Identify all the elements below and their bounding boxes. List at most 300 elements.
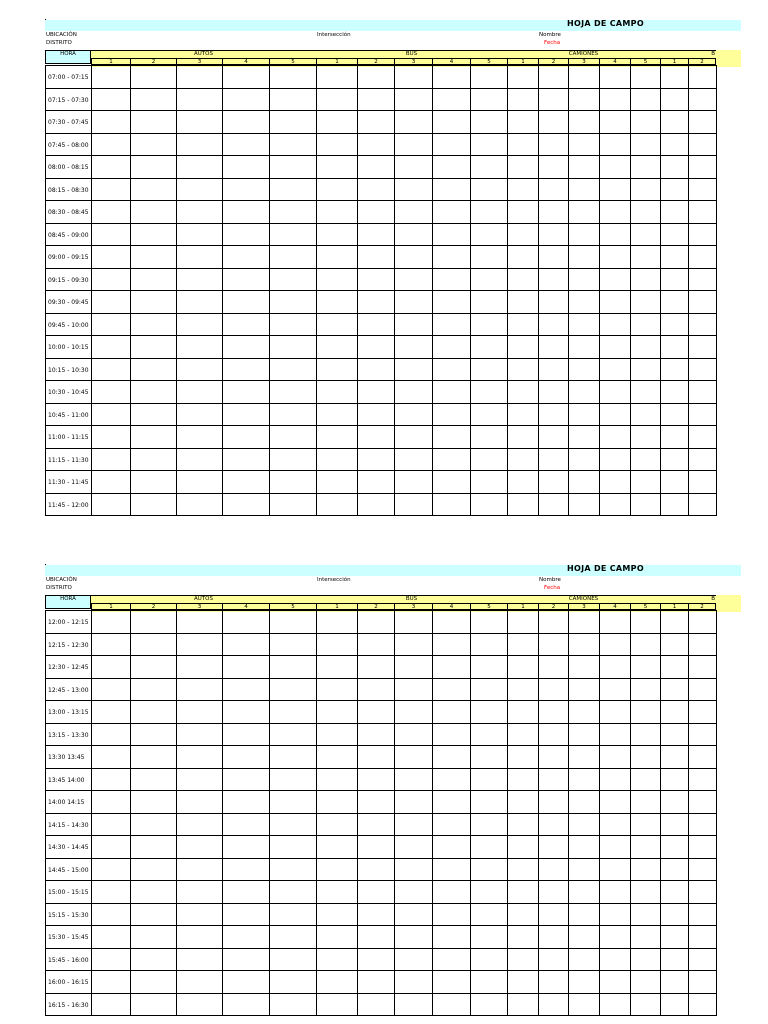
count-cell[interactable]	[600, 881, 631, 904]
count-cell[interactable]	[508, 723, 539, 746]
count-cell[interactable]	[471, 336, 508, 359]
count-cell[interactable]	[358, 746, 395, 769]
count-cell[interactable]	[358, 813, 395, 836]
count-cell[interactable]	[177, 493, 223, 516]
count-cell[interactable]	[631, 678, 661, 701]
count-cell[interactable]	[433, 993, 471, 1016]
count-cell[interactable]	[223, 358, 270, 381]
count-cell[interactable]	[177, 178, 223, 201]
count-cell[interactable]	[358, 926, 395, 949]
count-cell[interactable]	[317, 746, 358, 769]
count-cell[interactable]	[631, 178, 661, 201]
count-cell[interactable]	[317, 791, 358, 814]
count-cell[interactable]	[661, 403, 689, 426]
count-cell[interactable]	[569, 448, 600, 471]
count-cell[interactable]	[270, 111, 317, 134]
count-cell[interactable]	[433, 858, 471, 881]
count-cell[interactable]	[433, 358, 471, 381]
count-cell[interactable]	[92, 903, 131, 926]
count-cell[interactable]	[358, 336, 395, 359]
count-cell[interactable]	[131, 611, 177, 634]
count-cell[interactable]	[539, 133, 569, 156]
count-cell[interactable]	[395, 358, 433, 381]
count-cell[interactable]	[177, 313, 223, 336]
count-cell[interactable]	[131, 836, 177, 859]
count-cell[interactable]	[317, 178, 358, 201]
count-cell[interactable]	[631, 223, 661, 246]
count-cell[interactable]	[270, 268, 317, 291]
count-cell[interactable]	[569, 66, 600, 89]
count-cell[interactable]	[689, 858, 717, 881]
count-cell[interactable]	[569, 971, 600, 994]
count-cell[interactable]	[600, 358, 631, 381]
count-cell[interactable]	[689, 313, 717, 336]
count-cell[interactable]	[395, 336, 433, 359]
count-cell[interactable]	[471, 358, 508, 381]
count-cell[interactable]	[508, 813, 539, 836]
count-cell[interactable]	[317, 493, 358, 516]
count-cell[interactable]	[223, 471, 270, 494]
count-cell[interactable]	[395, 656, 433, 679]
count-cell[interactable]	[270, 971, 317, 994]
count-cell[interactable]	[600, 746, 631, 769]
count-cell[interactable]	[358, 493, 395, 516]
count-cell[interactable]	[539, 448, 569, 471]
count-cell[interactable]	[539, 471, 569, 494]
count-cell[interactable]	[433, 723, 471, 746]
count-cell[interactable]	[92, 178, 131, 201]
count-cell[interactable]	[471, 768, 508, 791]
count-cell[interactable]	[433, 948, 471, 971]
count-cell[interactable]	[471, 493, 508, 516]
count-cell[interactable]	[539, 633, 569, 656]
count-cell[interactable]	[270, 313, 317, 336]
count-cell[interactable]	[433, 746, 471, 769]
count-cell[interactable]	[177, 746, 223, 769]
count-cell[interactable]	[539, 701, 569, 724]
count-cell[interactable]	[177, 66, 223, 89]
count-cell[interactable]	[661, 426, 689, 449]
count-cell[interactable]	[270, 156, 317, 179]
count-cell[interactable]	[631, 426, 661, 449]
count-cell[interactable]	[317, 948, 358, 971]
count-cell[interactable]	[631, 858, 661, 881]
count-cell[interactable]	[131, 701, 177, 724]
count-cell[interactable]	[569, 701, 600, 724]
count-cell[interactable]	[539, 336, 569, 359]
count-cell[interactable]	[689, 381, 717, 404]
count-cell[interactable]	[358, 201, 395, 224]
count-cell[interactable]	[395, 133, 433, 156]
count-cell[interactable]	[471, 88, 508, 111]
count-cell[interactable]	[358, 313, 395, 336]
count-cell[interactable]	[631, 201, 661, 224]
count-cell[interactable]	[223, 493, 270, 516]
count-cell[interactable]	[92, 813, 131, 836]
count-cell[interactable]	[131, 178, 177, 201]
count-cell[interactable]	[539, 656, 569, 679]
count-cell[interactable]	[395, 903, 433, 926]
count-cell[interactable]	[317, 88, 358, 111]
count-cell[interactable]	[433, 678, 471, 701]
count-cell[interactable]	[92, 633, 131, 656]
count-cell[interactable]	[270, 791, 317, 814]
count-cell[interactable]	[433, 133, 471, 156]
count-cell[interactable]	[471, 791, 508, 814]
count-cell[interactable]	[317, 201, 358, 224]
count-cell[interactable]	[223, 926, 270, 949]
count-cell[interactable]	[395, 881, 433, 904]
count-cell[interactable]	[317, 471, 358, 494]
count-cell[interactable]	[689, 156, 717, 179]
count-cell[interactable]	[270, 358, 317, 381]
count-cell[interactable]	[569, 471, 600, 494]
count-cell[interactable]	[539, 156, 569, 179]
count-cell[interactable]	[631, 336, 661, 359]
count-cell[interactable]	[177, 678, 223, 701]
count-cell[interactable]	[270, 403, 317, 426]
count-cell[interactable]	[689, 336, 717, 359]
count-cell[interactable]	[270, 903, 317, 926]
count-cell[interactable]	[471, 381, 508, 404]
count-cell[interactable]	[223, 268, 270, 291]
count-cell[interactable]	[433, 791, 471, 814]
count-cell[interactable]	[131, 448, 177, 471]
count-cell[interactable]	[270, 768, 317, 791]
count-cell[interactable]	[317, 133, 358, 156]
count-cell[interactable]	[223, 656, 270, 679]
count-cell[interactable]	[508, 291, 539, 314]
count-cell[interactable]	[177, 201, 223, 224]
count-cell[interactable]	[631, 268, 661, 291]
count-cell[interactable]	[661, 656, 689, 679]
count-cell[interactable]	[600, 971, 631, 994]
count-cell[interactable]	[223, 223, 270, 246]
count-cell[interactable]	[569, 633, 600, 656]
count-cell[interactable]	[471, 313, 508, 336]
count-cell[interactable]	[661, 493, 689, 516]
count-cell[interactable]	[317, 611, 358, 634]
count-cell[interactable]	[358, 156, 395, 179]
count-cell[interactable]	[270, 746, 317, 769]
count-cell[interactable]	[471, 656, 508, 679]
count-cell[interactable]	[177, 88, 223, 111]
count-cell[interactable]	[569, 768, 600, 791]
count-cell[interactable]	[508, 948, 539, 971]
count-cell[interactable]	[131, 948, 177, 971]
count-cell[interactable]	[539, 223, 569, 246]
count-cell[interactable]	[92, 611, 131, 634]
count-cell[interactable]	[433, 881, 471, 904]
count-cell[interactable]	[569, 903, 600, 926]
count-cell[interactable]	[471, 813, 508, 836]
count-cell[interactable]	[92, 336, 131, 359]
count-cell[interactable]	[539, 493, 569, 516]
count-cell[interactable]	[395, 993, 433, 1016]
count-cell[interactable]	[131, 156, 177, 179]
count-cell[interactable]	[689, 178, 717, 201]
count-cell[interactable]	[600, 633, 631, 656]
count-cell[interactable]	[539, 813, 569, 836]
count-cell[interactable]	[92, 791, 131, 814]
count-cell[interactable]	[433, 926, 471, 949]
count-cell[interactable]	[569, 723, 600, 746]
count-cell[interactable]	[433, 813, 471, 836]
count-cell[interactable]	[270, 223, 317, 246]
count-cell[interactable]	[569, 201, 600, 224]
count-cell[interactable]	[689, 471, 717, 494]
count-cell[interactable]	[631, 448, 661, 471]
count-cell[interactable]	[92, 111, 131, 134]
count-cell[interactable]	[471, 178, 508, 201]
count-cell[interactable]	[177, 903, 223, 926]
count-cell[interactable]	[395, 493, 433, 516]
count-cell[interactable]	[569, 268, 600, 291]
count-cell[interactable]	[131, 971, 177, 994]
count-cell[interactable]	[395, 678, 433, 701]
count-cell[interactable]	[631, 948, 661, 971]
count-cell[interactable]	[92, 881, 131, 904]
count-cell[interactable]	[92, 471, 131, 494]
count-cell[interactable]	[600, 178, 631, 201]
count-cell[interactable]	[433, 178, 471, 201]
count-cell[interactable]	[539, 993, 569, 1016]
count-cell[interactable]	[270, 948, 317, 971]
count-cell[interactable]	[539, 746, 569, 769]
count-cell[interactable]	[317, 223, 358, 246]
count-cell[interactable]	[433, 201, 471, 224]
count-cell[interactable]	[270, 178, 317, 201]
count-cell[interactable]	[433, 493, 471, 516]
count-cell[interactable]	[569, 948, 600, 971]
count-cell[interactable]	[317, 336, 358, 359]
count-cell[interactable]	[433, 426, 471, 449]
count-cell[interactable]	[223, 993, 270, 1016]
count-cell[interactable]	[177, 426, 223, 449]
count-cell[interactable]	[471, 723, 508, 746]
count-cell[interactable]	[131, 881, 177, 904]
count-cell[interactable]	[433, 633, 471, 656]
count-cell[interactable]	[661, 313, 689, 336]
count-cell[interactable]	[433, 268, 471, 291]
count-cell[interactable]	[270, 88, 317, 111]
count-cell[interactable]	[270, 471, 317, 494]
count-cell[interactable]	[358, 633, 395, 656]
count-cell[interactable]	[539, 268, 569, 291]
count-cell[interactable]	[471, 403, 508, 426]
count-cell[interactable]	[270, 246, 317, 269]
count-cell[interactable]	[92, 768, 131, 791]
count-cell[interactable]	[223, 858, 270, 881]
count-cell[interactable]	[92, 656, 131, 679]
count-cell[interactable]	[600, 948, 631, 971]
count-cell[interactable]	[92, 746, 131, 769]
count-cell[interactable]	[508, 358, 539, 381]
count-cell[interactable]	[569, 881, 600, 904]
count-cell[interactable]	[177, 791, 223, 814]
count-cell[interactable]	[569, 291, 600, 314]
count-cell[interactable]	[631, 993, 661, 1016]
count-cell[interactable]	[569, 403, 600, 426]
count-cell[interactable]	[600, 111, 631, 134]
count-cell[interactable]	[661, 746, 689, 769]
count-cell[interactable]	[270, 701, 317, 724]
count-cell[interactable]	[223, 903, 270, 926]
count-cell[interactable]	[689, 358, 717, 381]
count-cell[interactable]	[600, 268, 631, 291]
count-cell[interactable]	[689, 403, 717, 426]
count-cell[interactable]	[471, 133, 508, 156]
count-cell[interactable]	[177, 723, 223, 746]
count-cell[interactable]	[600, 426, 631, 449]
count-cell[interactable]	[508, 178, 539, 201]
count-cell[interactable]	[689, 246, 717, 269]
count-cell[interactable]	[177, 858, 223, 881]
count-cell[interactable]	[223, 336, 270, 359]
count-cell[interactable]	[177, 881, 223, 904]
count-cell[interactable]	[358, 381, 395, 404]
count-cell[interactable]	[508, 656, 539, 679]
count-cell[interactable]	[131, 723, 177, 746]
count-cell[interactable]	[471, 633, 508, 656]
count-cell[interactable]	[433, 246, 471, 269]
count-cell[interactable]	[395, 926, 433, 949]
count-cell[interactable]	[223, 111, 270, 134]
count-cell[interactable]	[631, 358, 661, 381]
count-cell[interactable]	[177, 448, 223, 471]
count-cell[interactable]	[631, 881, 661, 904]
count-cell[interactable]	[631, 88, 661, 111]
count-cell[interactable]	[508, 791, 539, 814]
count-cell[interactable]	[689, 723, 717, 746]
count-cell[interactable]	[539, 291, 569, 314]
count-cell[interactable]	[661, 633, 689, 656]
count-cell[interactable]	[539, 88, 569, 111]
count-cell[interactable]	[471, 448, 508, 471]
count-cell[interactable]	[317, 403, 358, 426]
count-cell[interactable]	[661, 881, 689, 904]
count-cell[interactable]	[689, 971, 717, 994]
count-cell[interactable]	[131, 403, 177, 426]
count-cell[interactable]	[569, 656, 600, 679]
count-cell[interactable]	[270, 633, 317, 656]
count-cell[interactable]	[471, 426, 508, 449]
count-cell[interactable]	[631, 903, 661, 926]
count-cell[interactable]	[631, 313, 661, 336]
count-cell[interactable]	[600, 201, 631, 224]
count-cell[interactable]	[92, 993, 131, 1016]
count-cell[interactable]	[508, 403, 539, 426]
count-cell[interactable]	[539, 881, 569, 904]
count-cell[interactable]	[317, 111, 358, 134]
count-cell[interactable]	[131, 246, 177, 269]
count-cell[interactable]	[92, 403, 131, 426]
count-cell[interactable]	[471, 471, 508, 494]
count-cell[interactable]	[177, 336, 223, 359]
count-cell[interactable]	[661, 291, 689, 314]
count-cell[interactable]	[600, 656, 631, 679]
count-cell[interactable]	[508, 426, 539, 449]
count-cell[interactable]	[223, 133, 270, 156]
count-cell[interactable]	[433, 223, 471, 246]
count-cell[interactable]	[539, 836, 569, 859]
count-cell[interactable]	[358, 66, 395, 89]
count-cell[interactable]	[317, 358, 358, 381]
count-cell[interactable]	[92, 926, 131, 949]
count-cell[interactable]	[508, 66, 539, 89]
count-cell[interactable]	[317, 723, 358, 746]
count-cell[interactable]	[689, 133, 717, 156]
count-cell[interactable]	[569, 426, 600, 449]
count-cell[interactable]	[539, 723, 569, 746]
count-cell[interactable]	[433, 903, 471, 926]
count-cell[interactable]	[395, 178, 433, 201]
count-cell[interactable]	[395, 813, 433, 836]
count-cell[interactable]	[508, 611, 539, 634]
count-cell[interactable]	[661, 66, 689, 89]
count-cell[interactable]	[600, 493, 631, 516]
count-cell[interactable]	[471, 156, 508, 179]
count-cell[interactable]	[689, 948, 717, 971]
count-cell[interactable]	[600, 768, 631, 791]
count-cell[interactable]	[471, 223, 508, 246]
count-cell[interactable]	[395, 633, 433, 656]
count-cell[interactable]	[395, 971, 433, 994]
count-cell[interactable]	[358, 791, 395, 814]
count-cell[interactable]	[689, 426, 717, 449]
count-cell[interactable]	[471, 111, 508, 134]
count-cell[interactable]	[471, 926, 508, 949]
count-cell[interactable]	[600, 133, 631, 156]
count-cell[interactable]	[471, 66, 508, 89]
count-cell[interactable]	[223, 66, 270, 89]
count-cell[interactable]	[631, 291, 661, 314]
count-cell[interactable]	[395, 246, 433, 269]
count-cell[interactable]	[508, 381, 539, 404]
count-cell[interactable]	[433, 336, 471, 359]
count-cell[interactable]	[600, 611, 631, 634]
count-cell[interactable]	[358, 178, 395, 201]
count-cell[interactable]	[131, 201, 177, 224]
count-cell[interactable]	[270, 881, 317, 904]
count-cell[interactable]	[433, 381, 471, 404]
count-cell[interactable]	[569, 88, 600, 111]
count-cell[interactable]	[508, 471, 539, 494]
count-cell[interactable]	[92, 66, 131, 89]
count-cell[interactable]	[471, 836, 508, 859]
count-cell[interactable]	[131, 903, 177, 926]
count-cell[interactable]	[471, 246, 508, 269]
count-cell[interactable]	[539, 403, 569, 426]
count-cell[interactable]	[395, 746, 433, 769]
count-cell[interactable]	[661, 971, 689, 994]
count-cell[interactable]	[433, 291, 471, 314]
count-cell[interactable]	[395, 948, 433, 971]
count-cell[interactable]	[177, 471, 223, 494]
count-cell[interactable]	[395, 313, 433, 336]
count-cell[interactable]	[92, 291, 131, 314]
count-cell[interactable]	[223, 156, 270, 179]
count-cell[interactable]	[631, 813, 661, 836]
count-cell[interactable]	[631, 746, 661, 769]
count-cell[interactable]	[395, 611, 433, 634]
count-cell[interactable]	[223, 201, 270, 224]
count-cell[interactable]	[689, 611, 717, 634]
count-cell[interactable]	[600, 448, 631, 471]
count-cell[interactable]	[177, 656, 223, 679]
count-cell[interactable]	[433, 971, 471, 994]
count-cell[interactable]	[358, 268, 395, 291]
